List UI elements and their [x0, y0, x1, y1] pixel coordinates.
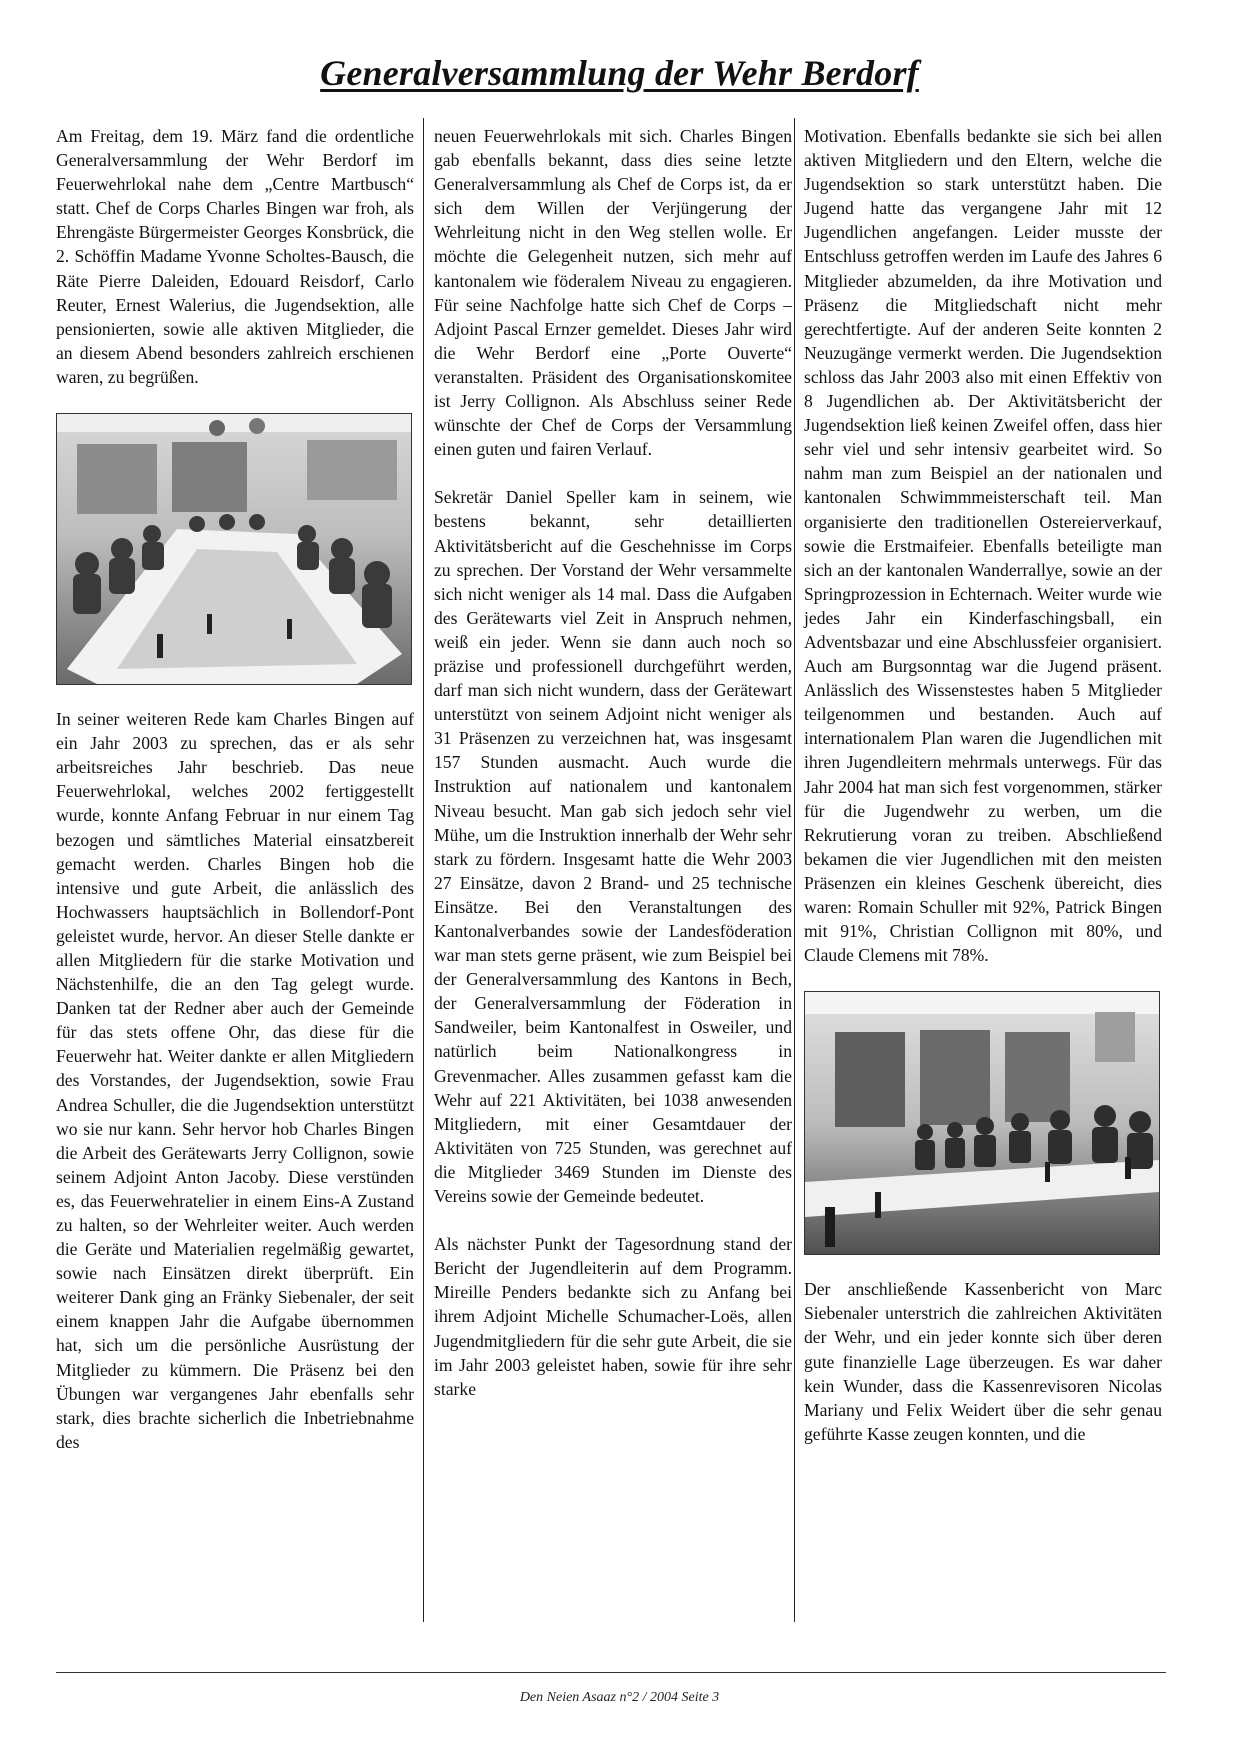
- column-1: [56, 124, 414, 1624]
- paragraph: Motivation. Ebenfalls bedankte sie sich bei allen aktiven Mitgliedern und den Eltern, welche die Jugendsektion so stark unterstützt haben. Die Jugend hatte das vergangene Jahr mit 12 Jugendlichen angefangen. Leider musste der Entschluss getroffen werden im Laufe des Jahres 6 Mitglieder abzumelden, da ihre Motivation und Präsenz die Mitgliedschaft nicht mehr gerechtfertigte. Auf der anderen Seite konnten 2 Neuzugänge vermerkt werden. Die Jugendsektion schloss das Jahr 2003 also mit einen Effektiv von 8 Jugendlichen ab. Der Aktivitätsbericht der Jugendsektion ließ keinen Zweifel offen, dass hier sehr viel und sehr intensiv gearbeitet wird. So nahm man zum Beispiel an der nationalen und kantonalen Schwimmmeisterschaft teil. Man organisierte den traditionellen Ostereierverkauf, sowie die Erstmaifeier. Ebenfalls beteiligte man sich an der kantonalen Wanderrallye, sowie an der Springprozession in Echternach. Weiter wurde wie jedes Jahr ein Kinderfaschingsball, ein Adventsbazar und eine Abschlussfeier organisiert. Auch am Burgsonntag war die Jugend präsent. Anlässlich des Wissenstestes haben 5 Mitglieder teilgenommen und bestanden. Auch auf internationalem Plan waren die Jugendlichen mit ihren Jugendleitern mehrmals unterwegs. Für das Jahr 2004 hat man sich fest vorgenommen, stärker für die Jugendwehr zu werben, um die Rekrutierung voran zu treiben. Abschließend bekamen die vier Jugendlichen mit den meisten Präsenzen ein kleines Geschenk übereicht, dies waren: Romain Schuller mit 92%, Patrick Bingen mit 91%, Christian Collignon mit 80%, und Claude Clemens mit 78%.: [804, 126, 1162, 966]
- column-divider: [423, 118, 424, 1622]
- meeting-photo: [56, 413, 412, 685]
- meeting-photo-image: [805, 992, 1159, 1254]
- meeting-photo-image: [57, 414, 411, 684]
- paragraph: Als nächster Punkt der Tagesordnung stand der Bericht der Jugendleiterin auf dem Programm. Mireille Penders bedankte sich zu Anfang bei ihrem Adjoint Michelle Schumacher-Loës, allen Jugendmitgliedern für die sehr gute Arbeit, die sie im Jahr 2003 geleistet haben, sowie für ihre sehr starke: [434, 1234, 792, 1399]
- paragraph: In seiner weiteren Rede kam Charles Bingen auf ein Jahr 2003 zu sprechen, das er als sehr arbeitsreiches Jahr beschrieb. Das neue Feuerwehrlokal, welches 2002 fertiggestellt wurde, konnte Anfang Februar in nur einem Tag bezogen und sämtliches Material einsatzbereit gemacht werden. Charles Bingen hob die intensive und gute Arbeit, die anlässlich des Hochwassers hauptsächlich in Bollendorf-Pont geleistet wurde, hervor. An dieser Stelle dankte er allen Mitgliedern für die starke Motivation und Nächstenhilfe, die an den Tag gelegt wurde. Danken tat der Redner aber auch der Gemeinde für das stets offene Ohr, das diese für die Feuerwehr hat. Weiter dankte er allen Mitgliedern des Vorstandes, der Jugendsektion, sowie Frau Andrea Schuller, die die Jugendsektion unterstützt wo sie nur kann. Sehr hervor hob Charles Bingen die Arbeit des Gerätewarts Jerry Collignon, sowie seinem Adjoint Anton Jacoby. Diese verstünden es, das Feuerwehratelier in einem Eins-A Zustand zu halten, so der Wehrleiter weiter. Auch werden die Geräte und Materialien regelmäßig gewartet, sowie nach Einsätzen direkt überprüft. Ein weiterer Dank ging an Fränky Siebenaler, der seit einem knappen Jahr die Aufgabe übernommen hat, sich um die persönliche Ausrüstung der Mitglieder zu kümmern. Die Präsenz bei den Übungen war vergangenes Jahr ebenfalls sehr stark, dies brachte sicherlich die Inbetriebnahme des: [56, 709, 414, 1452]
- article-title: Generalversammlung der Wehr Berdorf: [320, 53, 919, 93]
- paragraph: neuen Feuerwehrlokals mit sich. Charles Bingen gab ebenfalls bekannt, dass dies seine letzte Generalversammlung als Chef de Corps ist, da er sich dem Willen der Verjüngerung der Wehrleitung nicht in den Weg stellen wolle. Er möchte die Gelegenheit nutzen, sich mehr auf kantonalem wie föderalem Niveau zu engagieren. Für seine Nachfolge hatte sich Chef de Corps – Adjoint Pascal Ernzer gemeldet. Dieses Jahr wird die Wehr Berdorf eine „Porte Ouverte“ veranstalten. Präsident des Organisationskomitee ist Jerry Collignon. Als Abschluss seiner Rede wünschte der Chef de Corps der Versammlung einen guten und fairen Verlauf.: [434, 126, 792, 460]
- footer-rule: [56, 1672, 1166, 1673]
- page-footer: Den Neien Asaaz n°2 / 2004 Seite 3: [519, 1690, 720, 1705]
- meeting-photo: [804, 991, 1160, 1255]
- column-2: [434, 124, 792, 1624]
- paragraph: Der anschließende Kassenbericht von Marc Siebenaler unterstrich die zahlreichen Aktivitäten der Wehr, und ein jeder konnte sich über deren gute finanzielle Lage überzeugen. Es war daher kein Wunder, dass die Kassenrevisoren Nicolas Mariany und Felix Weidert über die sehr genau geführte Kasse zeugen konnten, und die: [804, 1279, 1162, 1444]
- column-divider: [794, 118, 795, 1622]
- paragraph: Sekretär Daniel Speller kam in seinem, wie bestens bekannt, sehr detaillierten Aktivitätsbericht auf die Geschehnisse im Corps zu sprechen. Der Vorstand der Wehr versammelte sich nicht weniger als 14 mal. Dass die Aufgaben des Gerätewarts viel Zeit in Anspruch nehmen, weiß ein jeder. Wenn sie dann auch noch so präzise und professionell durchgeführt werden, darf man sich nicht wundern, dass der Gerätewart unterstützt von seinem Adjoint nicht weniger als 31 Präsenzen zu verzeichnen hat, was insgesamt 157 Stunden ausmacht. Auch wurde die Instruktion auf nationalem und kantonalem Niveau besucht. Man gab sich jedoch sehr viel Mühe, um die Instruktion innerhalb der Wehr sehr stark zu fördern. Insgesamt hatte die Wehr 2003 27 Einsätze, davon 2 Brand- und 25 technische Einsätze. Bei den Veranstaltungen des Kantonalverbandes sowie der Landesföderation war man stets gerne präsent, wie zum Beispiel bei der Generalversammlung des Kantons in Bech, der Generalversammlung der Föderation in Sandweiler, beim Kantonalfest in Osweiler, und natürlich beim Nationalkongress in Grevenmacher. Alles zusammen gefasst kam die Wehr auf 221 Aktivitäten, bei 1038 anwesenden Mitgliedern, mit einer Gesamtdauer der Aktivitäten von 725 Stunden, was gerechnet auf die Mitglieder 3469 Stunden im Dienste des Vereins sowie der Gemeinde bedeutet.: [434, 487, 792, 1207]
- paragraph: Am Freitag, dem 19. März fand die ordentliche Generalversammlung der Wehr Berdorf im Feuerwehrlokal nahe dem „Centre Martbusch“ statt. Chef de Corps Charles Bingen war froh, als Ehrengäste Bürgermeister Georges Konsbrück, die 2. Schöffin Madame Yvonne Scholtes-Bausch, die Räte Pierre Daleiden, Edouard Reisdorf, Carlo Reuter, Ernest Walerius, die Jugendsektion, alle pensionierten, sowie alle aktiven Mitglieder, die an diesem Abend besonders zahlreich erschienen waren, zu begrüßen.: [56, 126, 414, 387]
- column-3: [804, 124, 1162, 1624]
